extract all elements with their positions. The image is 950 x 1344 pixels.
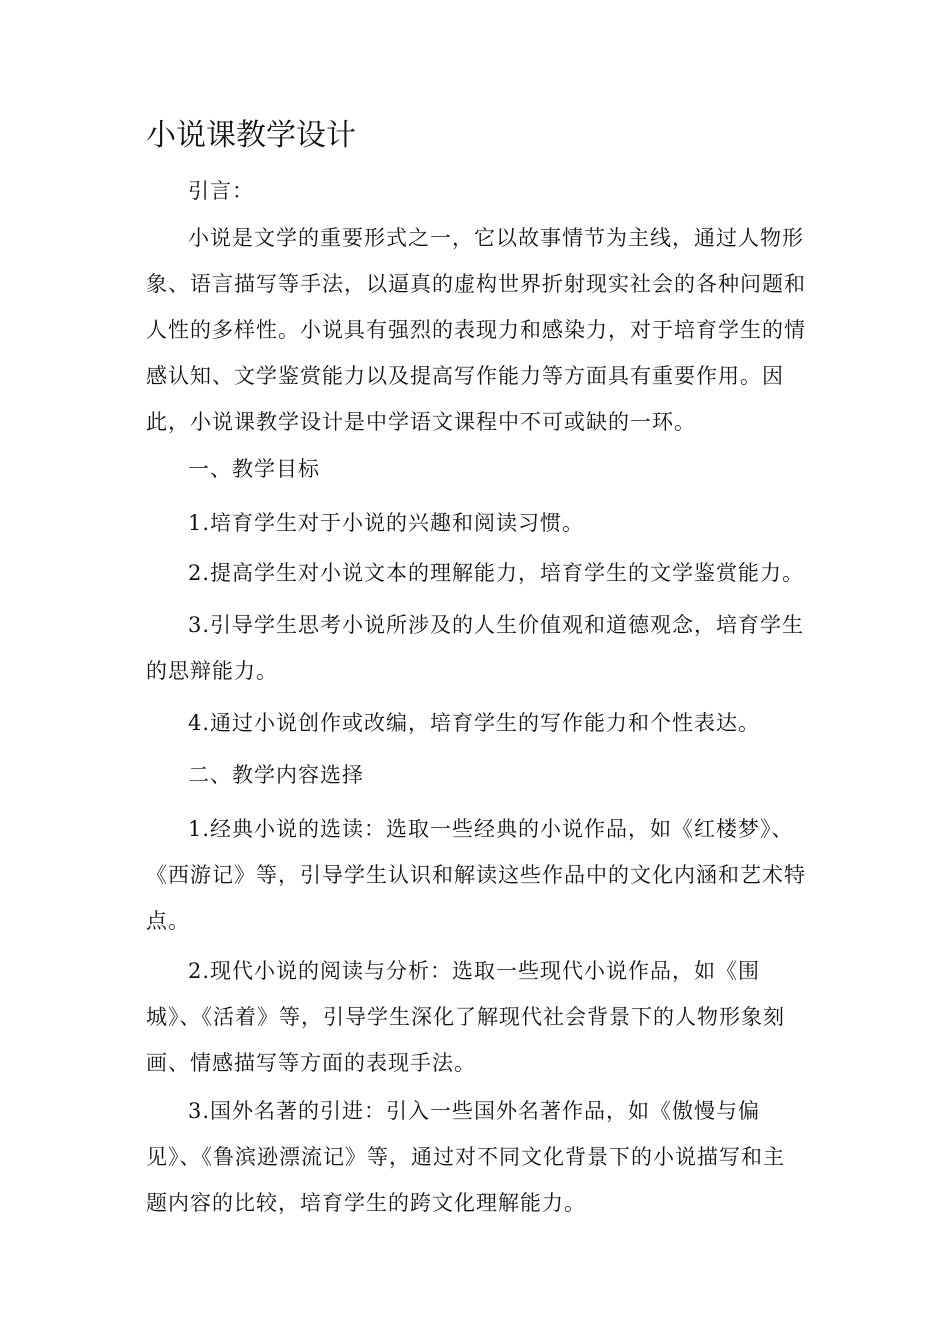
objective-item: 3.引导学生思考小说所涉及的人生价值观和道德观念，培育学生的思辩能力。 [146,613,805,683]
intro-label: 引言： [188,179,254,203]
section-heading-content: 二、教学内容选择 [188,763,364,787]
content-item: 2.现代小说的阅读与分析：选取一些现代小说作品，如《围城》、《活着》等，引导学生深化了解现代社会背景下的人物形象刻画、情感描写等方面的表现手法。 [146,959,785,1075]
objective-item: 2.提高学生对小说文本的理解能力，培育学生的文学鉴赏能力。 [188,561,805,585]
objective-item: 1.培育学生对于小说的兴趣和阅读习惯。 [188,511,585,535]
section-heading-objectives: 一、教学目标 [188,457,320,481]
content-item: 1.经典小说的选读：选取一些经典的小说作品，如《红楼梦》、《西游记》等，引导学生认识和解读这些作品中的文化内涵和艺术特点。 [146,817,806,933]
content-item: 3.国外名著的引进：引入一些国外名著作品，如《傲慢与偏见》、《鲁滨逊漂流记》等，通过对不同文化背景下的小说描写和主题内容的比较，培育学生的跨文化理解能力。 [146,1099,785,1215]
objective-item: 4.通过小说创作或改编，培育学生的写作能力和个性表达。 [188,711,761,735]
document-title: 小说课教学设计 [146,118,356,153]
intro-paragraph: 小说是文学的重要形式之一，它以故事情节为主线，通过人物形象、语言描写等手法，以逼真的虚构世界折射现实社会的各种问题和人性的多样性。小说具有强烈的表现力和感染力，对于培育学生的情感认知、文学鉴赏能力以及提高写作能力等方面具有重要作用。因此，小说课教学设计是中学语文课程中不可或缺的一环。 [146,226,806,434]
